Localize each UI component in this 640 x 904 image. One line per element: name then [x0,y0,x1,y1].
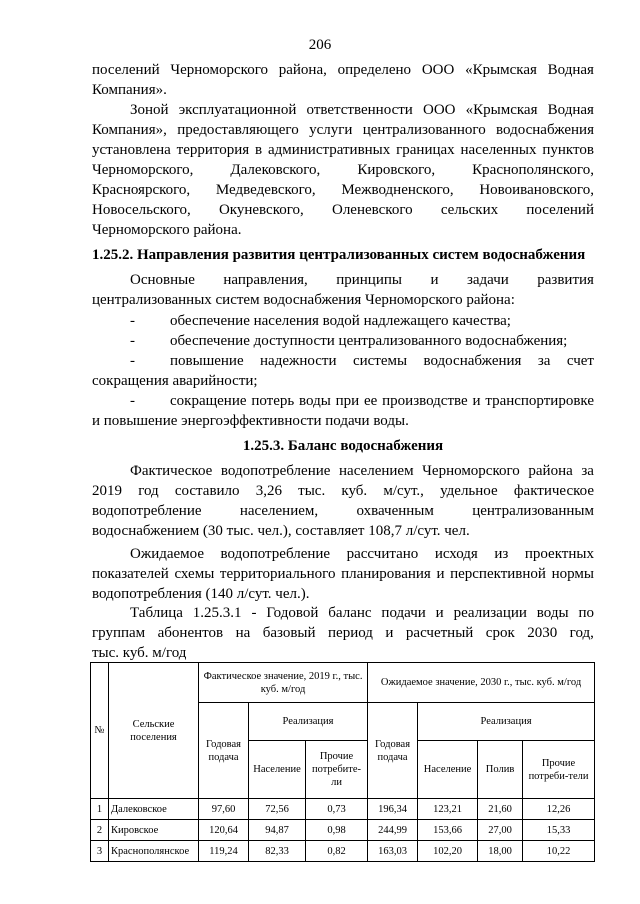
word: и [435,605,444,621]
word: перспективной [450,566,546,582]
balance-p1-line4: водоснабжением (30 тыс. чел.), составляет 108,7 л/сут. чел. [92,523,470,539]
word: нормы [551,566,594,582]
word: надежности [260,353,337,369]
para2-line6 [92,200,594,220]
table-row [91,841,595,862]
expected-population-header: Население [418,741,478,799]
page-number: 206 [308,37,332,53]
word: водоснабжения [423,353,522,369]
fact-other-consumers-cell: 0,73 [306,799,368,820]
para2-line1 [130,100,594,120]
word: и [472,393,481,409]
word: срок [485,625,515,641]
word: Черноморского [422,463,520,479]
word: реализации [453,605,527,621]
word: административных [267,142,391,158]
section-heading-1252: 1.25.2. Направления развития централизованных систем водоснабжения [92,247,586,263]
word: производстве [382,393,468,409]
word: установлена [92,142,171,158]
word: Красноярского, [92,182,191,198]
word: поселений [526,202,594,218]
section-1252-intro-line1 [130,270,594,290]
word: Таблица [130,605,183,621]
expected-other-consumers-cell: 15,33 [523,820,595,841]
word: год, [569,625,594,641]
para2-line4 [92,160,594,180]
expected-population-cell: 153,66 [418,820,478,841]
para2-line3 [92,140,594,160]
word: из [494,546,509,562]
fact-population-cell: 72,56 [249,799,306,820]
expected-annual-supply-cell: 244,99 [368,820,418,841]
word: Годовой [266,605,319,621]
expected-realization-header: Реализация [418,703,595,741]
word: исходя [434,546,478,562]
word: водопотребление [220,546,331,562]
word: Далековского, [230,162,321,178]
word: Зоной [130,102,169,118]
expected-irrigation-cell: 18,00 [478,841,523,862]
table-row [91,820,595,841]
word: воды [536,605,569,621]
bullet-text: обеспечение населения водой надлежащего качества; [170,313,511,329]
word: и [436,566,445,582]
expected-irrigation-header: Полив [478,741,523,799]
row-settlement-cell: Далековское [109,799,199,820]
word: водопотребление [220,463,331,479]
word: показателей [92,566,169,582]
word: эксплуатационной [178,102,297,118]
word: услуги [309,122,353,138]
word: тыс. [298,483,326,499]
word: Оленевского [331,202,413,218]
fact-population-cell: 94,87 [249,820,306,841]
fact-value-header: Фактическое значение, 2019 г., тыс. куб. м/год [199,663,368,703]
row-number-cell: 3 [91,841,109,862]
word: счет [566,353,594,369]
word: потерь [251,393,295,409]
word: баланс [328,605,372,621]
fact-other-consumers-header: Прочие потребите-ли [306,741,368,799]
word: 3,26 [255,483,282,499]
expected-annual-supply-cell: 163,03 [368,841,418,862]
fact-realization-header: Реализация [249,703,368,741]
word: Межводненского, [341,182,454,198]
bullet-4-line2: и повышение энергоэффективности подачи воды. [92,413,409,429]
word: Компания», [92,122,167,138]
table-caption-line3: тыс. куб. м/год [92,645,187,661]
word: охваченным [356,503,434,519]
word: задачи [466,272,509,288]
word: водопотребление [92,503,202,519]
bullet-dash: - [130,393,135,409]
bullet-dash: - [130,313,135,329]
word: Черноморского [170,62,268,78]
fact-annual-supply-cell: 120,64 [199,820,249,841]
word: фактическое [513,483,594,499]
word: поселений [92,62,160,78]
section-heading-1253: 1.25.3. Баланс водоснабжения [242,438,444,454]
expected-population-cell: 102,20 [418,841,478,862]
word: населенных [460,142,537,158]
word: 2019 [92,483,122,499]
balance-table [90,662,595,862]
word: год [138,483,159,499]
word: Черноморского, [92,162,194,178]
word: ООО [421,62,455,78]
expected-other-consumers-cell: 10,22 [523,841,595,862]
word: в [255,142,263,158]
word: Новоивановского, [479,182,594,198]
table-caption-line1 [130,603,594,623]
word: сельских [440,202,499,218]
word: Новосельского, [92,202,191,218]
expected-value-header: Ожидаемое значение, 2030 г., тыс. куб. м/год [368,663,595,703]
word: и [385,625,394,641]
word: схемы [174,566,215,582]
word: развития [537,272,594,288]
fact-population-header: Население [249,741,306,799]
word: воды [299,393,331,409]
bullet-dash: - [130,333,135,349]
word: водоснабжения [496,122,594,138]
word: Водная [547,102,594,118]
bullet-4-line1 [170,391,594,411]
expected-other-consumers-header: Прочие потреби-тели [523,741,595,799]
word: на [235,625,251,641]
expected-irrigation-cell: 27,00 [478,820,523,841]
word: населением [339,463,414,479]
fact-other-consumers-cell: 0,98 [306,820,368,841]
word: «Крымская [465,102,538,118]
word: централизованного [362,122,486,138]
word: 1.25.3.1 [192,605,242,621]
word: направления, [223,272,308,288]
word: Краснополянского, [472,162,594,178]
expected-irrigation-cell: 21,60 [478,799,523,820]
word: определено [337,62,412,78]
word: Основные [130,272,195,288]
expected-annual-supply-cell: 196,34 [368,799,418,820]
word: сокращение [170,393,247,409]
row-settlement-cell: Кировское [109,820,199,841]
balance-p2-line2 [92,564,594,584]
word: абонентов [157,625,224,641]
fact-annual-supply-cell: 97,60 [199,799,249,820]
expected-annual-supply-header: Годовая подача [368,703,418,799]
word: Окуневского, [218,202,304,218]
bullet-3-line1 [170,351,594,371]
word: населением, [239,503,319,519]
expected-population-cell: 123,21 [418,799,478,820]
word: куб. [341,483,368,499]
word: м/сут., [383,483,424,499]
fact-population-cell: 82,33 [249,841,306,862]
col-settlement-header: Сельские поселения [109,663,199,799]
para2-line2 [92,120,594,140]
word: базовый [262,625,316,641]
fact-annual-supply-header: Годовая подача [199,703,249,799]
word: - [251,605,257,621]
word: повышение [170,353,244,369]
word: удельное [440,483,498,499]
table-caption-line2 [92,623,594,643]
word: Ожидаемое [130,546,205,562]
word: транспортировке [485,393,594,409]
para1-line2: Компания». [92,82,167,98]
word: составило [174,483,240,499]
bullet-text: обеспечение доступности централизованного водоснабжения; [170,333,568,349]
word: «Крымская [465,62,537,78]
word: группам [92,625,146,641]
word: подачи [381,605,426,621]
word: ее [364,393,378,409]
fact-other-consumers-cell: 0,82 [306,841,368,862]
para1-line1 [92,60,594,80]
word: 2030 [527,625,558,641]
word: границах [396,142,455,158]
word: территориального [219,566,336,582]
word: за [581,463,594,479]
row-number-cell: 1 [91,799,109,820]
balance-p2-line3: водопотребления (140 л/сут. чел.). [92,586,310,602]
word: планирования [341,566,431,582]
word: района, [278,62,327,78]
row-number-cell: 2 [91,820,109,841]
word: и [430,272,439,288]
word: Водная [547,62,594,78]
word: по [578,605,594,621]
word: ООО [422,102,456,118]
word: централизованным [472,503,594,519]
word: рассчитано [346,546,419,562]
col-number-header: № [91,663,109,799]
word: территория [176,142,250,158]
balance-p1-line2 [92,481,594,501]
fact-annual-supply-cell: 119,24 [199,841,249,862]
word: ответственности [306,102,413,118]
word: системы [352,353,408,369]
bullet-3-line2: сокращения аварийности; [92,373,258,389]
section-1252-intro-line2: централизованных систем водоснабжения Черноморского района: [92,292,515,308]
para2-line5 [92,180,594,200]
row-settlement-cell: Краснополянское [109,841,199,862]
balance-p1-line3 [92,501,594,521]
word: пунктов [542,142,594,158]
expected-other-consumers-cell: 12,26 [523,799,595,820]
word: предоставляющего [177,122,299,138]
word: Фактическое [130,463,213,479]
word: расчетный [405,625,474,641]
word: района [528,463,573,479]
balance-p1-line1 [130,461,594,481]
word: период [328,625,373,641]
word: за [537,353,551,369]
word: проектных [524,546,594,562]
table-row [91,799,595,820]
bullet-dash: - [130,353,135,369]
word: Медведевского, [215,182,316,198]
word: Кировского, [357,162,436,178]
word: при [335,393,360,409]
word: принципы [336,272,402,288]
para2-line7: Черноморского района. [92,222,242,238]
balance-p2-line1 [130,544,594,564]
